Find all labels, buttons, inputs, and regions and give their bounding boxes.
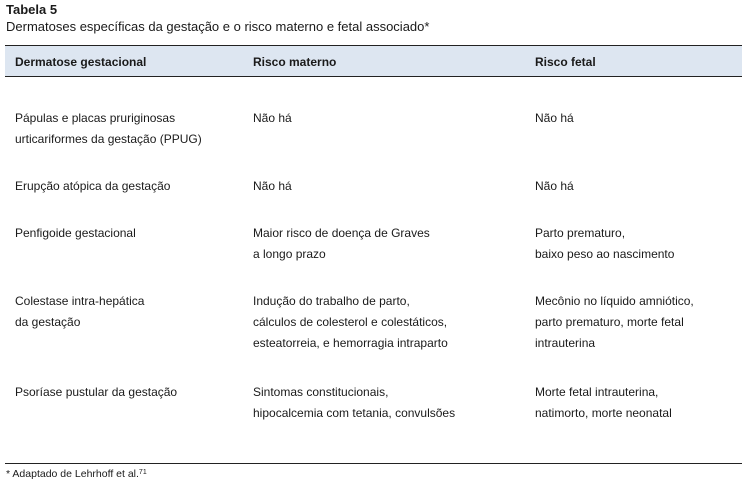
cell-risco-materno [253, 108, 292, 129]
cell-risco-fetal [535, 223, 674, 265]
cell-risco-fetal [535, 176, 574, 197]
footnote-reference: 71 [138, 469, 147, 476]
cell-risco-materno [253, 291, 448, 354]
cell-risco-materno [253, 223, 430, 265]
cell-line: hipocalcemia com tetania, convulsões [253, 406, 456, 420]
footer-divider [5, 463, 742, 464]
cell-line: Não há [535, 179, 574, 193]
cell-line: Não há [253, 179, 292, 193]
cell-line: Não há [535, 111, 574, 125]
table-header [5, 45, 742, 77]
cell-dermatose [15, 291, 144, 333]
table-title: Tabela 5 [6, 2, 58, 17]
column-header-dermatose: Dermatose gestacional [15, 55, 147, 69]
cell-dermatose [15, 176, 170, 197]
cell-line: a longo prazo [253, 247, 326, 261]
column-header-risco-materno: Risco materno [253, 55, 337, 69]
cell-line: parto prematuro, morte fetal [535, 315, 684, 329]
cell-line: Maior risco de doença de Graves [253, 226, 430, 240]
cell-line: urticariformes da gestação (PPUG) [15, 132, 202, 146]
cell-line: cálculos de colesterol e colestáticos, [253, 315, 448, 329]
cell-line: Penfigoide gestacional [15, 226, 136, 240]
footnote [6, 468, 147, 481]
cell-line: Indução do trabalho de parto, [253, 294, 410, 308]
cell-line: da gestação [15, 315, 81, 329]
cell-dermatose [15, 382, 177, 403]
cell-risco-fetal [535, 108, 574, 129]
cell-risco-fetal [535, 291, 694, 354]
cell-line: Colestase intra-hepática [15, 294, 145, 308]
cell-line: Erupção atópica da gestação [15, 179, 171, 193]
cell-line: esteatorreia, e hemorragia intraparto [253, 336, 448, 350]
cell-line: baixo peso ao nascimento [535, 247, 675, 261]
cell-dermatose [15, 223, 136, 244]
cell-line: Pápulas e placas pruriginosas [15, 111, 176, 125]
cell-dermatose [15, 108, 202, 150]
cell-risco-fetal [535, 382, 672, 424]
cell-line: natimorto, morte neonatal [535, 406, 672, 420]
cell-line: Morte fetal intrauterina, [535, 385, 659, 399]
cell-line: Não há [253, 111, 292, 125]
cell-line: Mecônio no líquido amniótico, [535, 294, 694, 308]
cell-risco-materno [253, 176, 292, 197]
table-subtitle: Dermatoses específicas da gestação e o risco materno e fetal associado* [6, 19, 430, 34]
cell-line: intrauterina [535, 336, 596, 350]
column-header-risco-fetal: Risco fetal [535, 55, 596, 69]
cell-line: Psoríase pustular da gestação [15, 385, 178, 399]
footnote-text: * Adaptado de Lehrhoff et al. [6, 468, 139, 480]
cell-line: Parto prematuro, [535, 226, 626, 240]
cell-line: Sintomas constitucionais, [253, 385, 389, 399]
cell-risco-materno [253, 382, 455, 424]
